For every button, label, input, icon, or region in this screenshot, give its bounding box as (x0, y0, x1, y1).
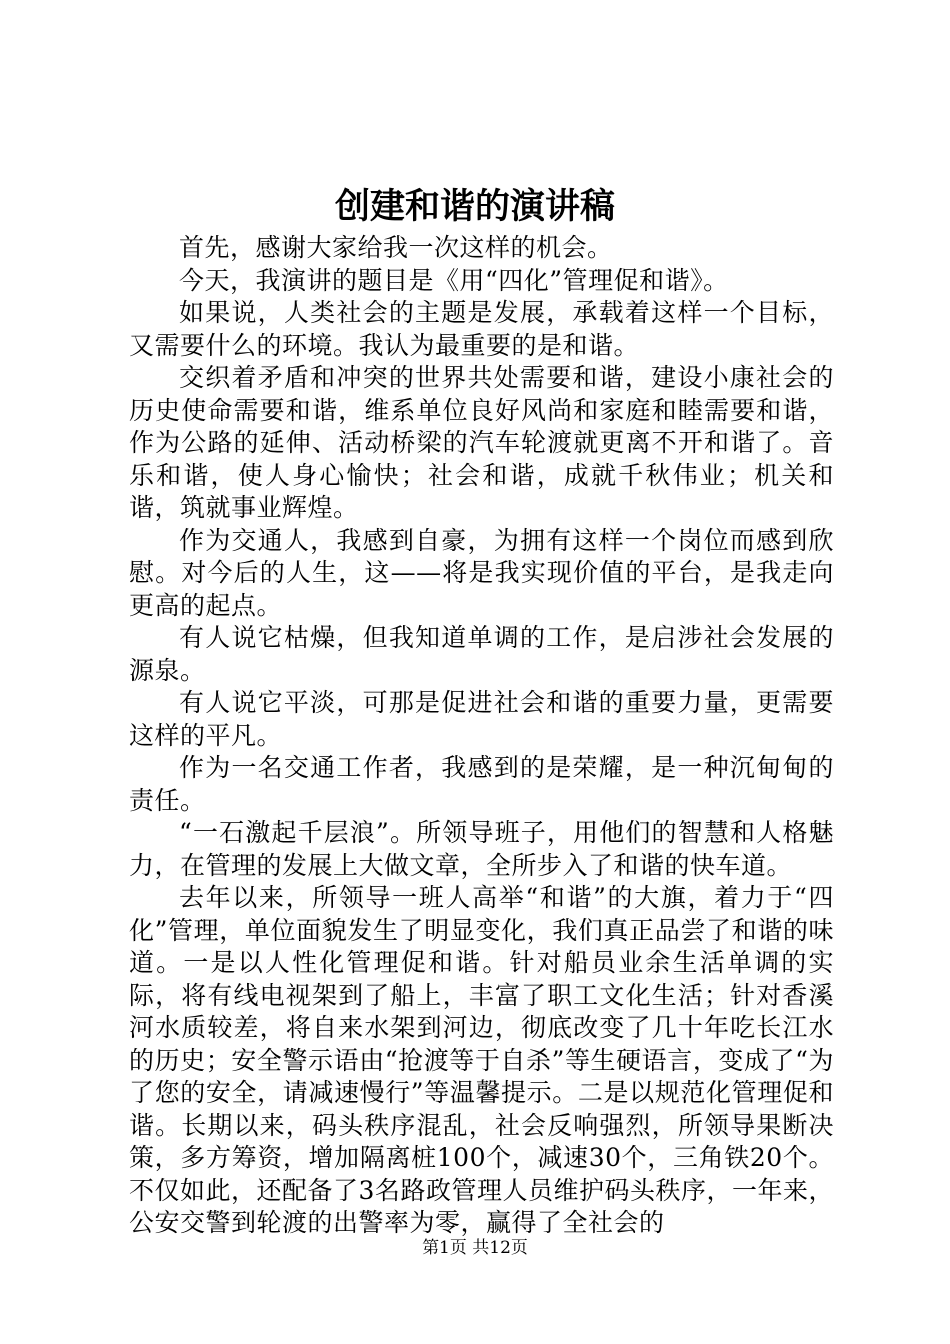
document-body (129, 232, 834, 1240)
paragraph: “一石激起千层浪”。所领导班子，用他们的智慧和人格魅力，在管理的发展上大做文章，全所步入了和谐的快车道。 (129, 818, 834, 880)
paragraph: 作为交通人，我感到自豪，为拥有这样一个岗位而感到欣慰。对今后的人生，这——将是我实现价值的平台，是我走向更高的起点。 (129, 525, 834, 620)
paragraph: 去年以来，所领导一班人高举“和谐”的大旗，着力于“四化”管理，单位面貌发生了明显变化，我们真正品尝了和谐的味道。一是以人性化管理促和谐。针对船员业余生活单调的实际，将有线电视架到了船上，丰富了职工文化生活；针对香溪河水质较差，将自来水架到河边，彻底改变了几十年吃长江水的历史；安全警示语由“抢渡等于自杀”等生硬语言，变成了“为了您的安全，请减速慢行”等温馨提示。二是以规范化管理促和谐。长期以来，码头秩序混乱，社会反响强烈，所领导果断决策，多方筹资，增加隔离桩100个，减速30个，三角铁20个。不仅如此，还配备了3名路政管理人员维护码头秩序，一年来，公安交警到轮渡的出警率为零，赢得了全社会的 (129, 883, 834, 1237)
paragraph: 有人说它枯燥，但我知道单调的工作，是启涉社会发展的源泉。 (129, 623, 834, 685)
paragraph: 有人说它平淡，可那是促进社会和谐的重要力量，更需要这样的平凡。 (129, 688, 834, 750)
paragraph: 首先，感谢大家给我一次这样的机会。 (179, 233, 613, 262)
paragraph: 作为一名交通工作者，我感到的是荣耀，是一种沉甸甸的责任。 (129, 753, 834, 815)
paragraph: 如果说，人类社会的主题是发展，承载着这样一个目标，又需要什么的环境。我认为最重要的是和谐。 (129, 298, 834, 360)
page-title: 创建和谐的演讲稿 (334, 186, 615, 227)
paragraph: 交织着矛盾和冲突的世界共处需要和谐，建设小康社会的历史使命需要和谐，维系单位良好风尚和家庭和睦需要和谐，作为公路的延伸、活动桥梁的汽车轮渡就更离不开和谐了。音乐和谐，使人身心愉快；社会和谐，成就千秋伟业；机关和谐，筑就事业辉煌。 (129, 363, 834, 522)
page-footer: 第1页 共12页 (422, 1238, 528, 1258)
paragraph: 今天，我演讲的题目是《用“四化”管理促和谐》。 (179, 265, 729, 295)
